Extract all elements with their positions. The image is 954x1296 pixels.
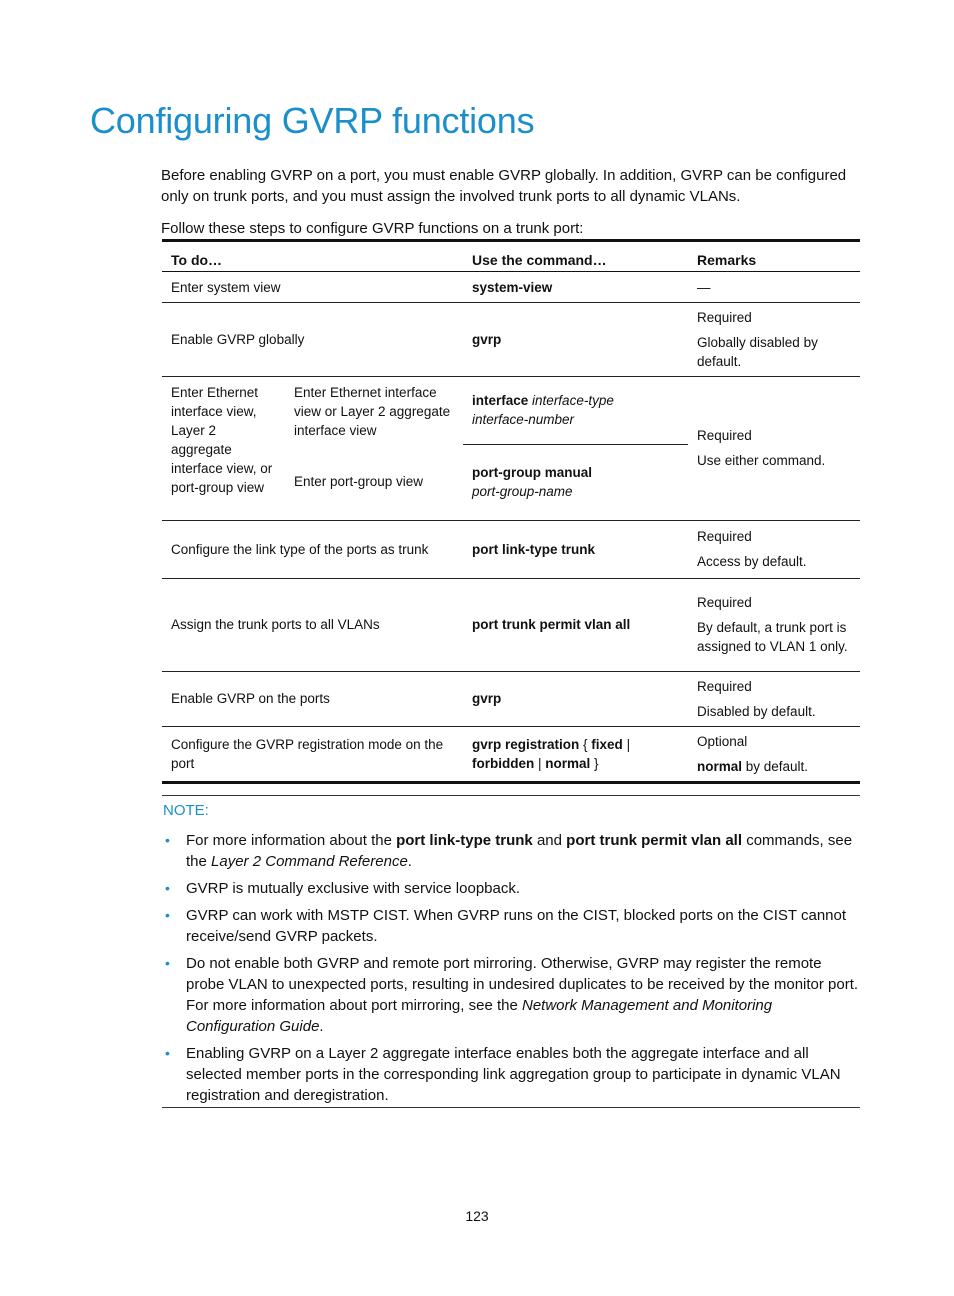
note-list — [162, 830, 862, 1112]
note-title: NOTE: — [163, 802, 209, 819]
remark-line: By default, a trunk port is assigned to VLAN 1 only. — [697, 620, 848, 654]
remark-line: Required — [697, 310, 752, 325]
remark-line: Required — [697, 529, 752, 544]
sub-todo-cell: Enter Ethernet interface view or Layer 2 aggregate interface view — [294, 385, 451, 438]
table-row — [162, 726, 860, 782]
command-keyword: normal — [545, 755, 591, 771]
todo-cell: Enable GVRP on the ports — [162, 671, 463, 726]
remark-cell — [688, 303, 860, 377]
remark-line — [697, 757, 852, 776]
note-text: Do not enable both GVRP and remote port mirroring. Otherwise, GVRP may register the remote probe VLAN to unexpected ports, resulting in undesired duplicates to be received by the monitor port. For more information about port mirroring, see the — [186, 955, 859, 1014]
command-cell — [463, 726, 688, 782]
command-keyword: fixed — [591, 736, 623, 752]
command-syntax: | — [534, 755, 546, 771]
remark-line: Access by default. — [697, 554, 807, 569]
remark-line: Disabled by default. — [697, 703, 816, 719]
table-row — [162, 520, 860, 578]
remark-cell: — — [688, 272, 860, 303]
remark-cell — [688, 377, 860, 521]
remark-line: Optional — [697, 733, 748, 749]
todo-cell: Enable GVRP globally — [162, 303, 463, 377]
note-text: GVRP can work with MSTP CIST. When GVRP runs on the CIST, blocked ports on the CIST cannot receive/send GVRP packets. — [186, 907, 847, 945]
header-todo: To do… — [162, 241, 463, 272]
note-text: GVRP is mutually exclusive with service loopback. — [186, 880, 521, 897]
remark-cell — [688, 578, 860, 671]
todo-cell: Enter Ethernet interface view, Layer 2 aggregate interface view, or port-group view — [162, 377, 285, 521]
header-command: Use the command… — [463, 241, 688, 272]
todo-cell: Assign the trunk ports to all VLANs — [162, 578, 463, 671]
remark-cell — [688, 726, 860, 782]
command-cell — [463, 578, 688, 671]
command-argument: interface-number — [472, 412, 575, 428]
command-cell — [463, 303, 688, 377]
note-top-rule — [162, 795, 860, 796]
list-item — [162, 905, 862, 947]
list-item — [162, 1043, 862, 1106]
command-cell — [463, 272, 688, 303]
command-table — [162, 239, 860, 784]
steps-intro: Follow these steps to configure GVRP functions on a trunk port: — [161, 220, 584, 237]
remark-line: Required — [697, 428, 752, 444]
page-title: Configuring GVRP functions — [90, 100, 535, 141]
command-argument: port-group-name — [472, 484, 573, 499]
table-row — [162, 671, 860, 726]
table-row — [162, 377, 860, 445]
header-remarks: Remarks — [688, 241, 860, 272]
todo-cell: Enter system view — [162, 272, 463, 303]
command-keyword: gvrp — [472, 691, 502, 706]
sub-todo-cell: Enter port-group view — [285, 444, 463, 520]
note-reference: Network Management and Monitoring Configuration Guide — [186, 997, 773, 1035]
command-keyword: interface — [472, 393, 529, 409]
command-cell — [463, 377, 688, 445]
table-header-row — [162, 241, 860, 272]
note-text: . — [407, 853, 412, 870]
bullet-icon: • — [165, 955, 170, 971]
table-row — [162, 578, 860, 671]
note-text: For more information about the — [186, 832, 397, 849]
table-row — [162, 303, 860, 377]
command-keyword: port-group manual — [472, 465, 592, 480]
remark-cell — [688, 671, 860, 726]
command-keyword: forbidden — [472, 755, 535, 771]
note-reference: Layer 2 Command Reference — [211, 853, 408, 870]
command-argument: interface-type — [532, 393, 614, 409]
note-keyword: port trunk permit vlan all — [566, 832, 743, 849]
remark-text: by default. — [742, 758, 809, 774]
remark-cell — [688, 520, 860, 578]
bullet-icon: • — [165, 880, 170, 896]
note-text: . — [319, 1018, 324, 1035]
table-row — [162, 272, 860, 303]
bullet-icon: • — [165, 1045, 170, 1061]
command-cell — [463, 520, 688, 578]
remark-line: Globally disabled by default. — [697, 335, 818, 369]
remark-line: Required — [697, 678, 752, 694]
page-number: 123 — [465, 1208, 489, 1224]
remark-line: Use either command. — [697, 453, 826, 469]
remark-line: Required — [697, 595, 752, 610]
todo-cell: Configure the GVRP registration mode on the port — [162, 726, 463, 782]
command-keyword: gvrp — [472, 332, 502, 347]
note-text: commands, see the — [186, 832, 853, 870]
list-item — [162, 830, 862, 872]
note-text: and — [532, 832, 567, 849]
list-item — [162, 878, 862, 899]
command-keyword: gvrp registration — [472, 736, 580, 752]
bullet-icon: • — [165, 832, 170, 848]
command-keyword: port link-type trunk — [472, 541, 596, 557]
command-cell — [463, 444, 688, 520]
todo-cell: Configure the link type of the ports as trunk — [162, 520, 463, 578]
command-syntax: } — [590, 755, 599, 771]
note-bottom-rule — [162, 1107, 860, 1108]
command-keyword: system-view — [472, 279, 553, 295]
command-syntax: { — [579, 736, 592, 752]
command-syntax: | — [622, 736, 631, 752]
note-keyword: port link-type trunk — [396, 832, 533, 849]
list-item — [162, 953, 862, 1037]
intro-paragraph: Before enabling GVRP on a port, you must enable GVRP globally. In addition, GVRP can be configured only on trunk ports, and you must assign the involved trunk ports to all dynamic VLANs. — [161, 167, 847, 205]
command-keyword: port trunk permit vlan all — [472, 617, 631, 632]
remark-keyword: normal — [697, 758, 743, 774]
note-text: Enabling GVRP on a Layer 2 aggregate interface enables both the aggregate interface and all selected member ports in the corresponding link aggregation group to participate in dynamic VLAN registration and deregistration. — [186, 1045, 841, 1104]
bullet-icon: • — [165, 907, 170, 923]
command-cell — [463, 671, 688, 726]
